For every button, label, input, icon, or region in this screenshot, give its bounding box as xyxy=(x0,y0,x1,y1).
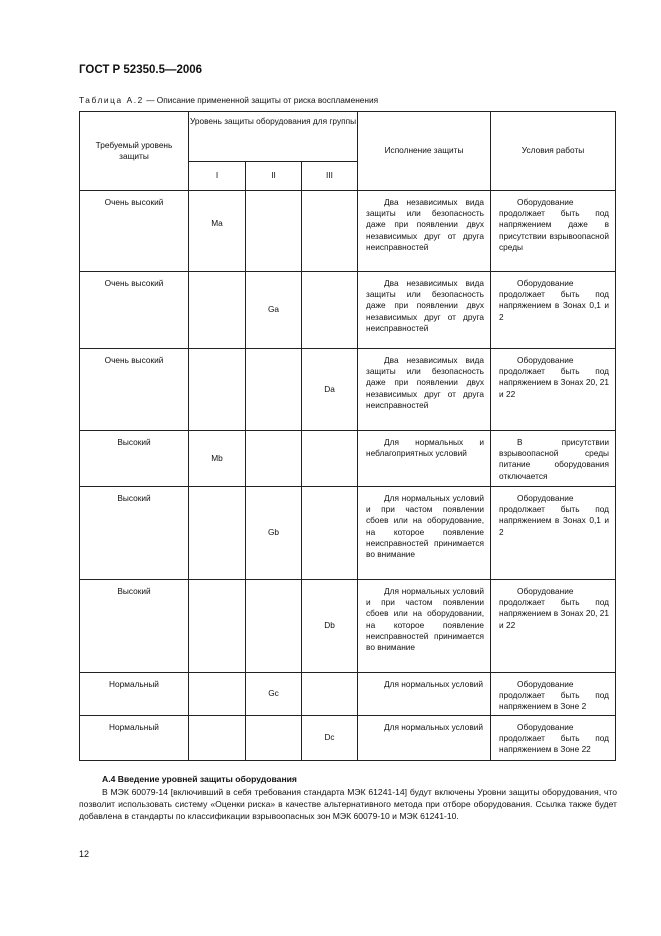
table-row xyxy=(80,580,616,673)
group-iii-cell xyxy=(302,673,358,716)
condition-cell: Оборудование продолжает быть под напряжением в Зонах 0,1 и 2 xyxy=(491,272,616,349)
group-iii-cell xyxy=(302,487,358,580)
required-level-cell: Очень высокий xyxy=(80,191,189,272)
group-i-cell xyxy=(189,673,246,716)
group-iii-cell: Db xyxy=(302,580,358,673)
table-caption xyxy=(79,95,378,105)
group-iii-cell xyxy=(302,272,358,349)
table-row xyxy=(80,272,616,349)
required-level-cell: Высокий xyxy=(80,487,189,580)
condition-cell: В присутствии взрывоопасной среды питание оборудования отключается xyxy=(491,431,616,487)
header-group-level: Уровень защиты оборудования для группы xyxy=(189,112,358,162)
protection-cell: Два независимых вида защиты или безопасность даже при появлении двух независимых друг от друга неисправностей xyxy=(358,272,491,349)
header-implementation: Исполнение защиты xyxy=(358,112,491,191)
required-level-cell: Высокий xyxy=(80,580,189,673)
condition-cell: Оборудование продолжает быть под напряжением в Зоне 22 xyxy=(491,716,616,761)
required-level-cell: Нормальный xyxy=(80,673,189,716)
section-body: В МЭК 60079-14 [включивший в себя требования стандарта МЭК 61241-14] будут включены Уровни защиты оборудования, что позволит использовать систему «Оценки риска» в качестве альтернативного метода при отборе оборудования. Ссылка также будет добавлена в стандарты по классификации взрывоопасных зон МЭК 60079-10 и МЭК 61241-10. xyxy=(79,787,617,821)
protection-cell: Два независимых вида защиты или безопасность даже при появлении двух независимых друг от друга неисправностей xyxy=(358,349,491,431)
table-row xyxy=(80,431,616,487)
header-group-ii: II xyxy=(246,162,302,191)
condition-cell: Оборудование продолжает быть под напряжением в Зонах 20, 21 и 22 xyxy=(491,349,616,431)
group-ii-cell xyxy=(246,580,302,673)
protection-cell: Для нормальных условий и при частом появлении сбоев или на оборудовании, на которое появление неисправностей принимается во внимание xyxy=(358,580,491,673)
table-row xyxy=(80,349,616,431)
section-title: А.4 Введение уровней защиты оборудования xyxy=(102,774,297,784)
table-row xyxy=(80,487,616,580)
group-ii-cell xyxy=(246,431,302,487)
table-caption-text: — Описание примененной защиты от риска воспламенения xyxy=(143,95,379,105)
table-row xyxy=(80,191,616,272)
required-level-cell: Высокий xyxy=(80,431,189,487)
required-level-cell: Очень высокий xyxy=(80,272,189,349)
condition-cell: Оборудование продолжает быть под напряжением в Зонах 20, 21 и 22 xyxy=(491,580,616,673)
required-level-cell: Очень высокий xyxy=(80,349,189,431)
group-ii-cell xyxy=(246,349,302,431)
protection-cell: Для нормальных и неблагоприятных условий xyxy=(358,431,491,487)
group-iii-cell: Dc xyxy=(302,716,358,761)
protection-cell: Для нормальных условий и при частом появлении сбоев или на оборудование, на которое появление неисправностей принимается во внимание xyxy=(358,487,491,580)
protection-cell: Для нормальных условий xyxy=(358,716,491,761)
group-i-cell xyxy=(189,716,246,761)
protection-table xyxy=(79,111,616,761)
group-mark: Ma xyxy=(211,218,223,228)
condition-cell: Оборудование продолжает быть под напряжением в Зоне 2 xyxy=(491,673,616,716)
header-group-i: I xyxy=(189,162,246,191)
header-group-iii: III xyxy=(302,162,358,191)
protection-cell: Для нормальных условий xyxy=(358,673,491,716)
header-conditions: Условия работы xyxy=(491,112,616,191)
group-i-cell xyxy=(189,487,246,580)
group-i-cell xyxy=(189,272,246,349)
group-i-cell xyxy=(189,349,246,431)
required-level-cell: Нормальный xyxy=(80,716,189,761)
table-row xyxy=(80,673,616,716)
header-required-level: Требуемый уровень защиты xyxy=(80,112,189,191)
group-i-cell xyxy=(189,191,246,272)
group-i-cell xyxy=(189,580,246,673)
table-row xyxy=(80,716,616,761)
group-ii-cell xyxy=(246,716,302,761)
page-number: 12 xyxy=(79,849,90,859)
table-caption-label: Таблица А.2 xyxy=(79,95,144,105)
condition-cell: Оборудование продолжает быть под напряжением даже в присутствии взрывоопасной среды xyxy=(491,191,616,272)
group-ii-cell xyxy=(246,191,302,272)
group-ii-cell: Gb xyxy=(246,487,302,580)
protection-cell: Два независимых вида защиты или безопасность даже при появлении двух независимых друг от друга неисправностей xyxy=(358,191,491,272)
condition-cell: Оборудование продолжает быть под напряжением в Зонах 0,1 и 2 xyxy=(491,487,616,580)
group-iii-cell xyxy=(302,431,358,487)
group-ii-cell: Ga xyxy=(246,272,302,349)
group-iii-cell xyxy=(302,191,358,272)
document-header: ГОСТ Р 52350.5—2006 xyxy=(79,64,203,76)
group-ii-cell: Gc xyxy=(246,673,302,716)
group-iii-cell: Da xyxy=(302,349,358,431)
group-i-cell: Mb xyxy=(189,431,246,487)
